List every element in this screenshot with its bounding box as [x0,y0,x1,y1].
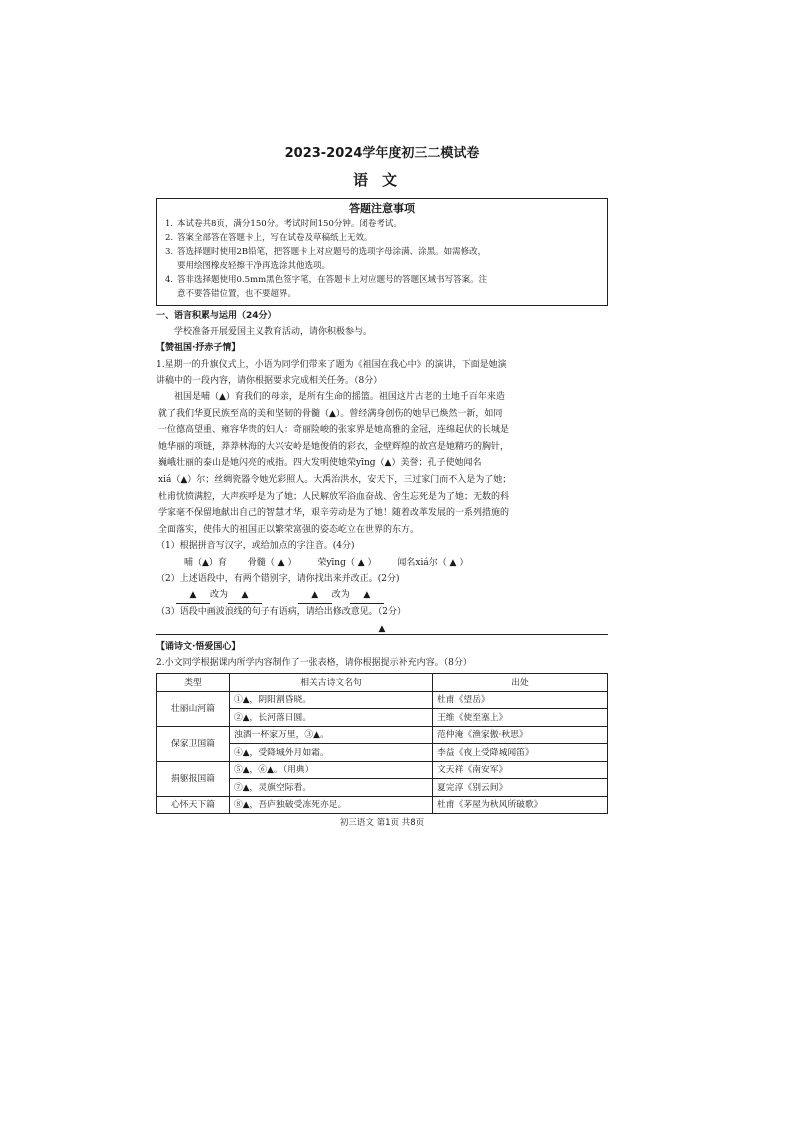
pinyin-item[interactable]: 哺（▲）育 [184,557,227,568]
passage-line: xiá（▲）尔；丝绸瓷器令她光彩照人。大禹治洪水，安天下，三过家门而不入是为了她； [158,474,512,485]
poem-line-cell[interactable]: ⑤▲，⑥▲。（用典） [230,761,433,779]
source-cell: 杜甫《茅屋为秋风所破歌》 [433,796,608,814]
question-text: 讲稿中的一段内容，请你根据要求完成相关任务。（8分） [156,375,383,386]
notice-text: 本试卷共8页，满分150分。考试时间150分钟。闭卷考试。 [177,219,402,229]
notice-text: 答案全部答在答题卡上，写在试卷及草稿纸上无效。 [177,233,373,243]
notice-text: 要用绘图橡皮轻擦干净再选涂其他选项。 [177,261,331,271]
subject-title: 语文 [352,171,411,189]
passage-line: 全面落实，使伟大的祖国正以繁荣富强的姿态屹立在世界的东方。 [158,524,420,535]
poem-line-cell[interactable]: 浊酒一杯家万里，③▲。 [230,726,433,744]
poem-table [156,673,608,814]
poem-line-cell[interactable]: ④▲，受降城外月如霜。 [230,744,433,762]
category-cell: 心怀天下篇 [157,796,230,814]
source-cell: 文天祥《南安军》 [433,761,608,779]
source-cell: 杜甫《望岳》 [433,691,608,709]
source-cell: 李益《夜上受降城闻笛》 [433,744,608,762]
table-row [157,726,608,744]
question-text: 2.小文同学根据课内所学内容制作了一张表格，请你根据提示补充内容。（8分） [156,658,472,669]
subquestion-3: （3）语段中画波浪线的句子有语病，请给出修改意见。（2分） [156,606,406,617]
notice-num: 1. [165,219,174,229]
column-header: 类型 [157,674,230,692]
section-intro: 学校准备开展爱国主义教育活动，请你积极参与。 [174,327,373,338]
section-heading: 一、语言积累与运用（24分） [156,311,277,321]
category-cell: 壮丽山河篇 [157,691,230,726]
notice-box [156,198,608,306]
passage-line: 她华丽的项链，莽莽林海的大兴安岭是她俊俏的彩衣，金壁辉煌的故宫是她精巧的胸针， [158,441,510,452]
pinyin-item[interactable]: 骨髓（ ▲ ） [247,557,297,568]
passage-line: 祖国是哺（▲）育我们的母亲，是所有生命的摇篮。祖国这片古老的土地千百年来造 [174,392,505,403]
notice-text: 答非选择题使用0.5mm黑色签字笔，在答题卡上对应题号的答题区域书写答案。注 [177,275,488,285]
source-cell: 王维《使至塞上》 [433,709,608,727]
correction-word: 改为 [210,589,229,600]
answer-mark: ▲ [378,623,386,634]
pinyin-items [156,555,608,571]
answer-blank[interactable]: ▲ [176,587,210,604]
notice-num: 4. [165,275,174,285]
notice-item [165,231,599,245]
category-cell: 保家卫国篇 [157,726,230,761]
correction-row [156,587,608,604]
notice-item [165,245,599,273]
exam-page [156,128,608,828]
poem-line-cell[interactable]: ⑧▲，吾庐独破受冻死亦足。 [230,796,433,814]
table-row [157,761,608,779]
exam-title: 2023-2024学年度初三二模试卷 [284,146,480,161]
answer-blank[interactable]: ▲ [228,587,262,604]
passage-line: 一位德高望重、雍容华贵的妇人：奇丽险峻的张家界是她高雅的金冠，连绵起伏的长城是 [158,425,510,436]
pinyin-item[interactable]: 荣yīng（ ▲ ） [317,557,377,568]
category-cell: 捐躯报国篇 [157,761,230,796]
table-row [157,691,608,709]
table-header-row [157,674,608,692]
correction-word: 改为 [331,589,350,600]
poem-line-cell[interactable]: ②▲，长河落日圆。 [230,709,433,727]
question-text: 1.星期一的升旗仪式上，小语为同学们带来了题为《祖国在我心中》的演讲，下面是她演 [156,359,507,370]
table-row [157,796,608,814]
source-cell: 范仲淹《渔家傲·秋思》 [433,726,608,744]
passage-line: 巍峨壮丽的泰山是她闪亮的戒指。四大发明使她荣yīng（▲）美誉；孔子使她闻名 [158,458,482,469]
notice-text: 意不要答错位置，也不要超界。 [177,289,297,299]
notice-num: 3. [165,247,174,257]
answer-blank[interactable]: ▲ [350,587,384,604]
column-header: 相关古诗文名句 [230,674,433,692]
passage-line: 学家毫不保留地献出自己的智慧才华，艰辛劳动是为了她！随着改革发展的一系列措施的 [158,508,510,519]
passage [156,389,608,538]
page-footer: 初三语文 第1页 共8页 [339,818,425,829]
poem-line-cell[interactable]: ①▲，阴阳割昏晓。 [230,691,433,709]
notice-item [165,273,599,301]
notice-item [165,217,599,231]
column-header: 出处 [433,674,608,692]
subsection-heading: 【赞祖国·抒赤子情】 [156,343,241,354]
pinyin-item[interactable]: 闻名xiá尔（ ▲ ） [397,557,469,568]
subquestion-1: （1）根据拼音写汉字，或给加点的字注音。(4分) [156,541,355,552]
passage-line: 就了我们华夏民族至高的美和坚韧的骨髓（▲）。曾经满身创伤的她早已焕然一新，如同 [158,408,503,419]
source-cell: 夏完淳《别云间》 [433,779,608,797]
answer-line[interactable] [156,623,608,635]
subquestion-2: （2）上述语段中，有两个错别字，请你找出来并改正。(2分) [156,573,400,584]
notice-title: 答题注意事项 [349,202,415,215]
subsection-heading: 【诵诗文·悟爱国心】 [156,641,241,652]
notice-text: 答选择题时使用2B铅笔，把答题卡上对应题号的选项字母涂满、涂黑。如需修改， [177,247,487,257]
passage-line: 杜甫忧愤满腔，大声疾呼是为了她；人民解放军浴血奋战、舍生忘死是为了她；无数的科 [158,491,510,502]
notice-num: 2. [165,233,174,243]
poem-line-cell[interactable]: ⑦▲，灵旗空际看。 [230,779,433,797]
answer-blank[interactable]: ▲ [298,587,332,604]
